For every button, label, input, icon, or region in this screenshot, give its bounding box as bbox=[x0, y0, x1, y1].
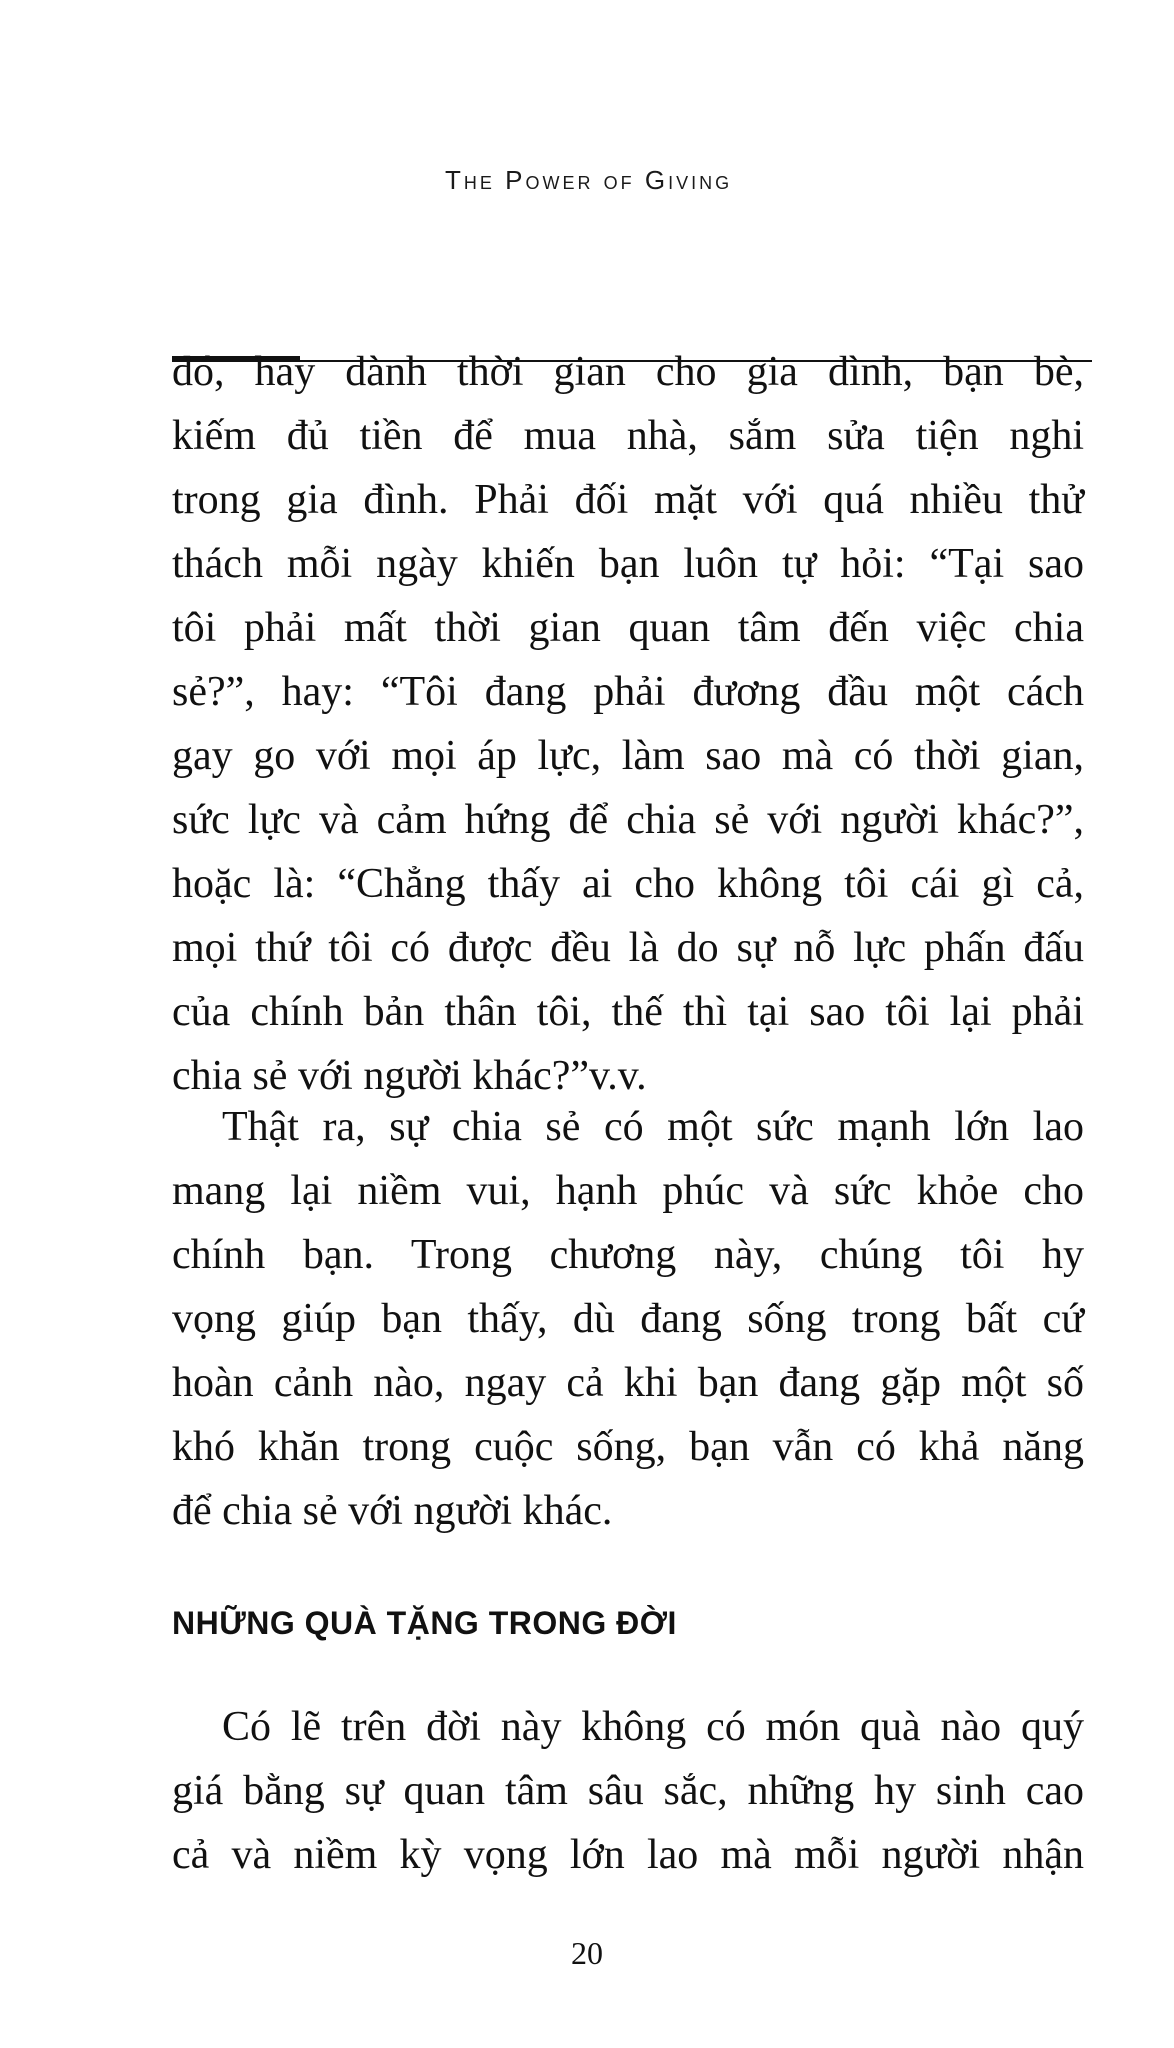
text-line: chia sẻ với người khác?”v.v. bbox=[172, 1053, 647, 1099]
text-line: Có lẽ trên đời này không có món quà nào quý bbox=[222, 1704, 1084, 1750]
text-line: khó khăn trong cuộc sống, bạn vẫn có khả năng bbox=[172, 1424, 1084, 1470]
running-title: The Power of Giving bbox=[445, 165, 733, 195]
text-line: giá bằng sự quan tâm sâu sắc, những hy sinh cao bbox=[172, 1768, 1084, 1814]
text-line: hoặc là: “Chẳng thấy ai cho không tôi cái gì cả, bbox=[172, 861, 1084, 907]
text-line: hoàn cảnh nào, ngay cả khi bạn đang gặp một số bbox=[172, 1360, 1084, 1406]
text-line: để chia sẻ với người khác. bbox=[172, 1488, 613, 1534]
page-number: 20 bbox=[571, 1935, 603, 1971]
text-line: Thật ra, sự chia sẻ có một sức mạnh lớn lao bbox=[222, 1104, 1084, 1150]
text-line: sức lực và cảm hứng để chia sẻ với người khác?”, bbox=[172, 797, 1084, 843]
section-heading: NHỮNG QUÀ TẶNG TRONG ĐỜI bbox=[172, 1605, 677, 1641]
text-line: sẻ?”, hay: “Tôi đang phải đương đầu một cách bbox=[172, 669, 1084, 715]
text-line: cả và niềm kỳ vọng lớn lao mà mỗi người nhận bbox=[172, 1832, 1084, 1878]
text-line: chính bạn. Trong chương này, chúng tôi hy bbox=[172, 1232, 1084, 1278]
text-line: kiếm đủ tiền để mua nhà, sắm sửa tiện nghi bbox=[172, 413, 1084, 459]
text-line: thách mỗi ngày khiến bạn luôn tự hỏi: “Tại sao bbox=[172, 541, 1084, 587]
text-line: gay go với mọi áp lực, làm sao mà có thời gian, bbox=[172, 733, 1084, 779]
text-line: đó, hay dành thời gian cho gia đình, bạn bè, bbox=[172, 349, 1084, 395]
text-line: trong gia đình. Phải đối mặt với quá nhiều thử bbox=[172, 477, 1084, 523]
paragraph-2 bbox=[172, 1095, 1084, 1543]
text-line: mang lại niềm vui, hạnh phúc và sức khỏe cho bbox=[172, 1168, 1084, 1214]
paragraph-3 bbox=[172, 1695, 1084, 1887]
text-line: vọng giúp bạn thấy, dù đang sống trong bất cứ bbox=[172, 1296, 1084, 1342]
text-line: của chính bản thân tôi, thế thì tại sao tôi lại phải bbox=[172, 989, 1084, 1035]
text-line: tôi phải mất thời gian quan tâm đến việc chia bbox=[172, 605, 1084, 651]
paragraph-1 bbox=[172, 340, 1084, 1108]
text-line: mọi thứ tôi có được đều là do sự nỗ lực phấn đấu bbox=[172, 925, 1084, 971]
